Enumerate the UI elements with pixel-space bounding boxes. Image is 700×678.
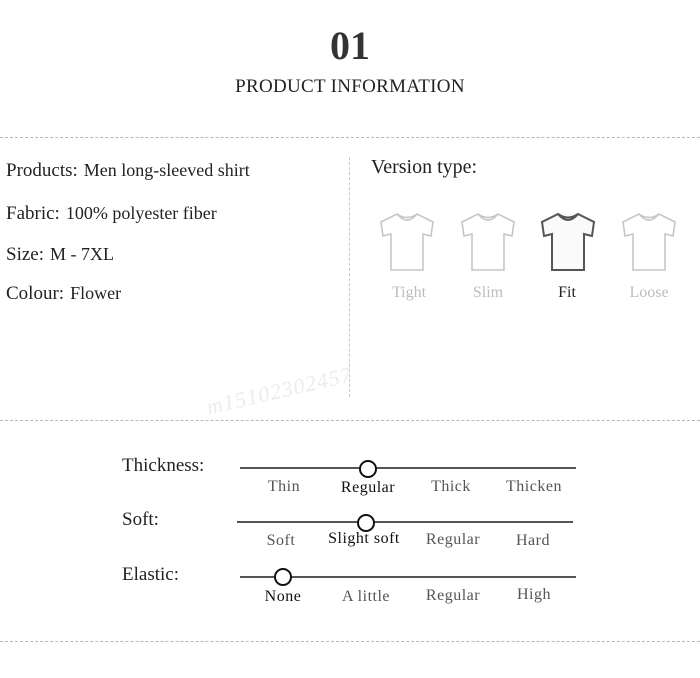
- spec-label: Products:: [6, 160, 78, 181]
- version-type-title: Version type:: [371, 156, 478, 178]
- spec-label: Fabric:: [6, 203, 60, 224]
- spec-label: Colour:: [6, 283, 65, 304]
- spec-products: [6, 160, 250, 182]
- scale-option: Slight soft: [328, 530, 400, 547]
- spec-value: Flower: [70, 283, 122, 303]
- scale-option: Thick: [431, 478, 471, 495]
- version-option-slim: Slim: [472, 284, 504, 301]
- scale-option: Soft: [266, 532, 296, 549]
- divider-middle: [0, 420, 700, 421]
- version-option-tight: Tight: [391, 284, 427, 301]
- spec-value: M - 7XL: [50, 244, 114, 264]
- t-shirt-icon: [536, 210, 600, 274]
- scale-option: Thicken: [506, 478, 562, 495]
- scale-line-soft: [237, 521, 573, 523]
- spec-colour: [6, 283, 121, 305]
- spec-value: Men long-sleeved shirt: [83, 160, 250, 180]
- attr-label-soft: Soft:: [122, 509, 159, 530]
- scale-option: Regular: [425, 531, 481, 548]
- spec-value: 100% polyester fiber: [65, 203, 217, 223]
- spec-fabric: [6, 203, 217, 225]
- scale-knob-elastic: [274, 568, 292, 586]
- scale-line-thickness: [240, 467, 576, 469]
- version-option-fit: Fit: [558, 284, 576, 301]
- scale-option: Regular: [340, 479, 396, 496]
- spec-size: [6, 244, 114, 266]
- attr-label-elastic: Elastic:: [122, 564, 179, 585]
- scale-option: A little: [342, 588, 390, 605]
- divider-bottom: [0, 641, 700, 642]
- t-shirt-icon: [456, 210, 520, 274]
- watermark: m15102302457: [203, 361, 355, 420]
- scale-option: Thin: [267, 478, 301, 495]
- scale-option: High: [517, 586, 551, 603]
- spec-label: Size:: [6, 244, 44, 265]
- attr-label-thickness: Thickness:: [122, 455, 205, 476]
- section-number: 01: [330, 23, 370, 68]
- scale-option: None: [264, 588, 302, 605]
- section-title: PRODUCT INFORMATION: [235, 76, 465, 97]
- divider-top: [0, 137, 700, 138]
- t-shirt-icon: [375, 210, 439, 274]
- scale-knob-thickness: [359, 460, 377, 478]
- scale-option: Regular: [425, 587, 481, 604]
- version-option-loose: Loose: [629, 284, 669, 301]
- t-shirt-icon: [617, 210, 681, 274]
- scale-option: Hard: [516, 532, 550, 549]
